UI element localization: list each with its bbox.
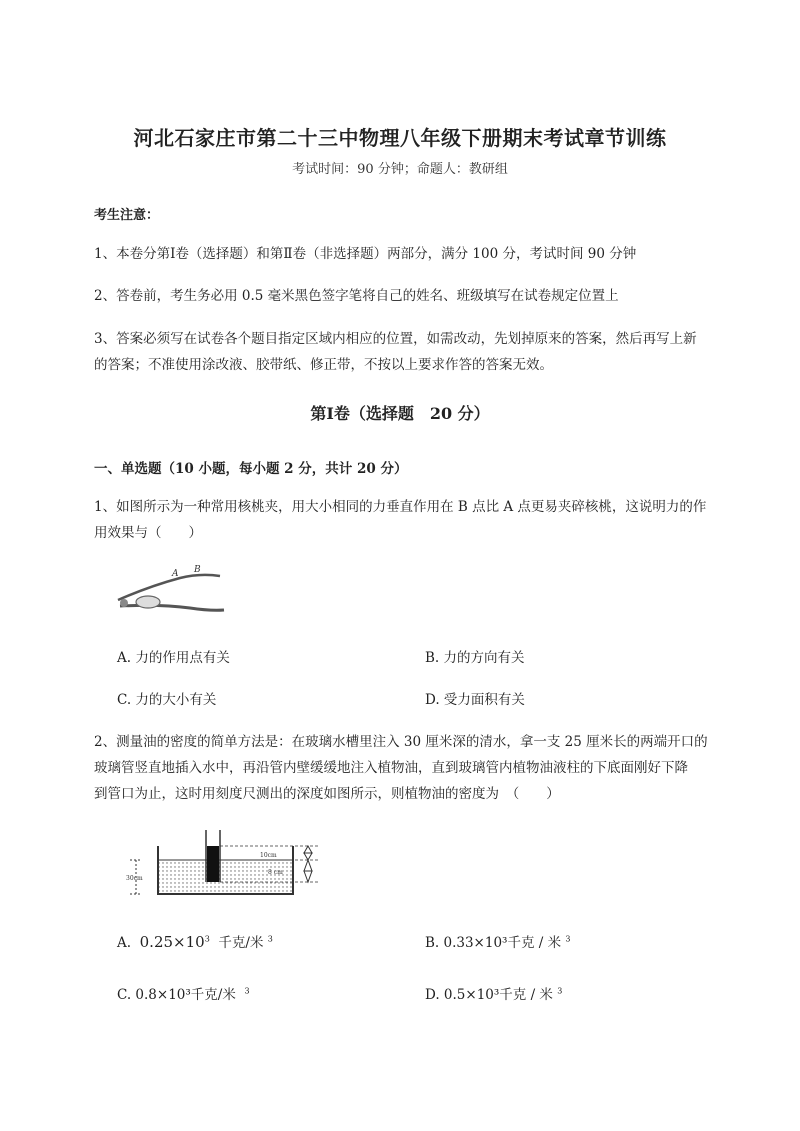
nutcracker-pivot <box>120 599 128 607</box>
q2-stem-line2: 玻璃管竖直地插入水中，再沿管内壁缓缓地注入植物油，直到玻璃管内植物油液柱的下底面刚好下降 <box>94 760 688 776</box>
q2-option-d[interactable] <box>425 983 562 1003</box>
notice-heading: 考生注意： <box>94 208 160 223</box>
notice-item-2: 2、答卷前，考生务必用 0.5 毫米黑色签字笔将自己的姓名、班级填写在试卷规定位置上 <box>94 288 619 304</box>
exam-info: 考试时间：90 分钟；命题人：教研组 <box>292 162 508 177</box>
q1-option-c[interactable]: C. 力的大小有关 <box>117 692 217 708</box>
figure-label-b: B <box>194 565 201 575</box>
q1-option-b[interactable]: B. 力的方向有关 <box>425 650 525 666</box>
label-8cm: 8 cm <box>268 869 283 876</box>
q1-option-a[interactable]: A. 力的作用点有关 <box>117 650 230 666</box>
q2-option-b-text: B. 0.33×10³千克 / 米 <box>425 935 562 951</box>
q2-option-b-exp: 3 <box>565 934 571 944</box>
nutcracker-lower-handle <box>120 605 224 610</box>
label-10cm: 10cm <box>260 852 277 859</box>
notice-item-1: 1、本卷分第Ⅰ卷（选择题）和第Ⅱ卷（非选择题）两部分，满分 100 分，考试时间 90 分钟 <box>94 246 637 262</box>
nutcracker-upper-handle <box>118 575 220 600</box>
q2-option-a-unit-exp: 3 <box>267 934 273 944</box>
q2-option-c-text: C. 0.8×10³千克/米 <box>117 987 236 1003</box>
part-heading: 一、单选题（10 小题，每小题 2 分，共计 20 分） <box>94 461 408 477</box>
notice-item-3-line1: 3、答案必须写在试卷各个题目指定区域内相应的位置，如需改动，先划掉原来的答案，然后再写上新 <box>94 331 697 347</box>
section-title: 第Ⅰ卷（选择题 20 分） <box>310 404 490 423</box>
q2-option-b[interactable] <box>425 931 571 951</box>
q2-option-a-unit: 千克/米 <box>218 935 264 951</box>
q2-option-d-text: D. 0.5×10³千克 / 米 <box>425 987 553 1003</box>
q1-stem-line2: 用效果与（ ） <box>94 525 202 541</box>
q1-stem-line1: 1、如图所示为一种常用核桃夹，用大小相同的力垂直作用在 B 点比 A 点更易夹碎核桃，这说明力的作 <box>94 499 707 515</box>
q1-option-d[interactable]: D. 受力面积有关 <box>425 692 525 708</box>
page-title: 河北石家庄市第二十三中物理八年级下册期末考试章节训练 <box>133 126 667 150</box>
q2-option-d-exp: 3 <box>557 986 563 996</box>
q2-stem-line1: 2、测量油的密度的简单方法是：在玻璃水槽里注入 30 厘米深的清水，拿一支 25 厘米长的两端开口的 <box>94 734 708 750</box>
label-30cm: 30cm <box>126 875 143 882</box>
figure-label-a: A <box>172 569 179 579</box>
q2-option-c[interactable] <box>117 983 250 1003</box>
q2-option-a-prefix: A. <box>117 935 132 951</box>
tank-water <box>158 860 293 894</box>
q2-option-a[interactable] <box>117 931 273 951</box>
notice-item-3-line2: 的答案；不准使用涂改液、胶带纸、修正带，不按以上要求作答的答案无效。 <box>94 357 553 373</box>
q2-stem-line3: 到管口为止，这时用刻度尺测出的深度如图所示，则植物油的密度为 （ ） <box>94 786 560 802</box>
q2-option-a-value: 0.25×10 <box>139 933 205 951</box>
q2-option-c-exp: 3 <box>244 986 250 996</box>
q2-option-a-exp: 3 <box>204 934 210 944</box>
glass-tank-figure <box>118 826 338 901</box>
nutcracker-figure <box>110 564 230 616</box>
nutcracker-jaw <box>136 596 160 608</box>
oil-column <box>207 846 219 882</box>
dim-arrows <box>304 846 312 882</box>
